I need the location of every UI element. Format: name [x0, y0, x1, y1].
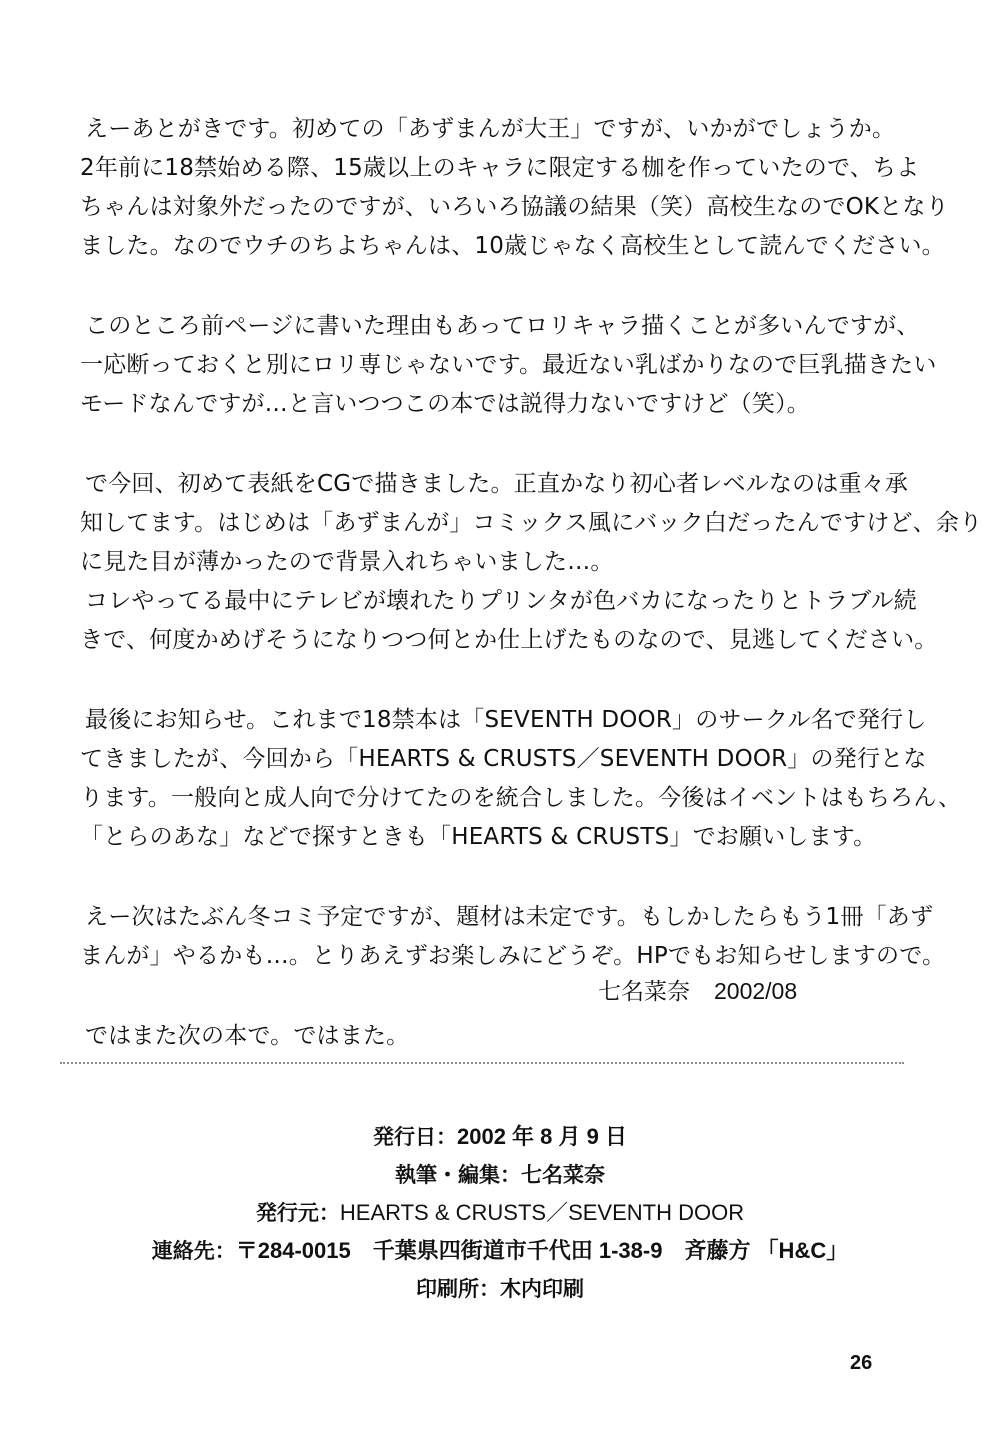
issue-date-label: 発行日：	[373, 1125, 457, 1149]
signature-date: 2002/08	[714, 978, 798, 1004]
text-line: 2年前に18禁始める際、15歳以上のキャラに限定する枷を作っていたので、ちよ	[80, 155, 920, 181]
afterword-body	[80, 110, 983, 1056]
colophon-printer	[0, 1270, 1000, 1308]
text-line: モードなんですが…と言いつつこの本では説得力ないですけど（笑）。	[80, 391, 810, 417]
paragraph-4	[80, 701, 962, 857]
text-line: 最後にお知らせ。これまで18禁本は「SEVENTH DOOR」のサークル名で発行し	[85, 707, 927, 733]
paragraph-5	[80, 898, 946, 976]
text-line: きで、何度かめげそうになりつつ何とか仕上げたものなので、見逃してください。	[80, 627, 938, 653]
paragraph-3	[80, 465, 983, 660]
contact-value: 〒284-0015 千葉県四街道市千代田 1-38-9 斉藤方 「H&C」	[235, 1238, 849, 1263]
text-line: 知してます。はじめは「あずまんが」コミックス風にバック白だったんですけど、余り	[80, 510, 983, 536]
text-line: で今回、初めて表紙をCGで描きました。正直かなり初心者レベルなのは重々承	[85, 471, 909, 497]
printer-label: 印刷所：	[416, 1277, 500, 1301]
printer-value: 木内印刷	[500, 1277, 584, 1301]
colophon-publisher	[0, 1194, 1000, 1232]
paragraph-6	[80, 1017, 920, 1056]
text-line: えー次はたぶん冬コミ予定ですが、題材は未定です。もしかしたらもう1冊「あず	[85, 904, 934, 930]
text-line: えーあとがきです。初めての「あずまんが大王」ですが、いかがでしょうか。	[85, 116, 896, 142]
editor-label: 執筆・編集：	[395, 1163, 521, 1187]
colophon-issue-date	[0, 1118, 1000, 1156]
publisher-label: 発行元：	[255, 1201, 340, 1225]
text-line: まんが」やるかも…。とりあえずお楽しみにどうぞ。HPでもお知らせしますので。	[80, 943, 946, 969]
colophon	[0, 1118, 1000, 1308]
text-line: てきましたが、今回から「HEARTS & CRUSTS／SEVENTH DOOR」の発行とな	[80, 746, 927, 772]
page-number: 26	[850, 1352, 873, 1374]
text-line: コレやってる最中にテレビが壊れたりプリンタが色バカになったりとトラブル続	[85, 588, 917, 614]
colophon-contact	[0, 1232, 1000, 1270]
text-line: 一応断っておくと別にロリ専じゃないです。最近ない乳ばかりなので巨乳描きたい	[80, 352, 937, 378]
paragraph-1	[80, 110, 949, 266]
text-line: ではまた次の本で。ではまた。	[85, 1023, 410, 1049]
publisher-value: HEARTS & CRUSTS／SEVENTH DOOR	[339, 1200, 745, 1225]
text-line: ました。なのでウチのちよちゃんは、10歳じゃなく高校生として読んでください。	[80, 233, 945, 259]
editor-value: 七名菜奈	[521, 1163, 605, 1187]
text-line: に見た目が薄かったので背景入れちゃいました…。	[80, 549, 614, 575]
text-line: 「とらのあな」などで探すときも「HEARTS & CRUSTS」でお願いします。	[80, 824, 877, 850]
paragraph-2	[80, 307, 937, 424]
divider	[60, 1062, 904, 1064]
issue-date-value: 2002 年 8 月 9 日	[457, 1124, 627, 1149]
text-line: ちゃんは対象外だったのですが、いろいろ協議の結果（笑）高校生なのでOKとなり	[80, 194, 949, 220]
text-line: このところ前ページに書いた理由もあってロリキャラ描くことが多いんですが、	[85, 313, 920, 339]
colophon-editor	[0, 1156, 1000, 1194]
signature	[598, 972, 797, 1012]
text-line: ります。一般向と成人向で分けてたのを統合しました。今後はイベントはもちろん、	[80, 785, 962, 811]
author-name: 七名菜奈	[598, 979, 690, 1005]
contact-label: 連絡先：	[151, 1239, 236, 1263]
